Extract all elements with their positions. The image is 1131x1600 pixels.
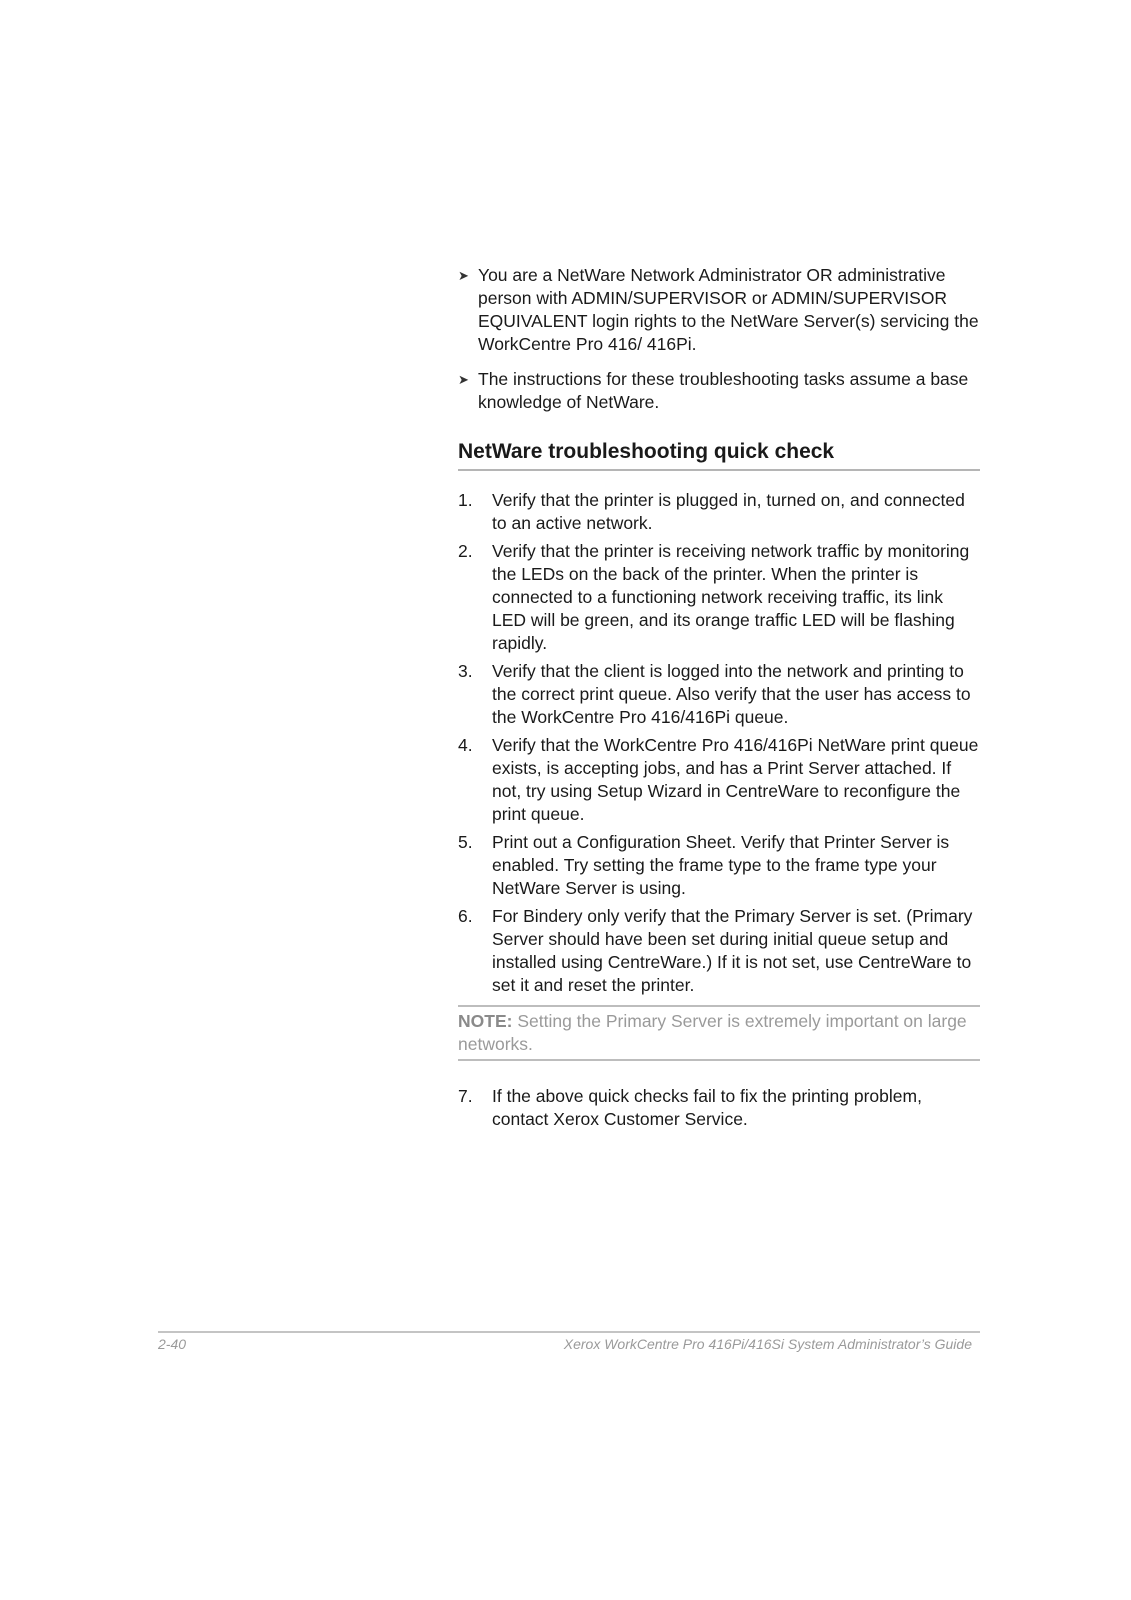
step-item [458,660,980,729]
step-item [458,734,980,826]
step-number: 6. [458,906,473,926]
bullet-item [458,368,980,414]
step-number: 2. [458,541,473,561]
page-content [458,264,980,1136]
step-text: For Bindery only verify that the Primary Server is set. (Primary Server should have been set during initial queue setup and installed using CentreWare.) If it is not set, use CentreWare to set it and reset the printer. [492,906,973,995]
step-item [458,1085,980,1131]
bullet-text: The instructions for these troubleshooting tasks assume a base knowledge of NetWare. [478,369,969,412]
document-title: Xerox WorkCentre Pro 416Pi/416Si System Administrator’s Guide [563,1336,972,1352]
quick-check-steps [458,489,980,997]
note-text: Setting the Primary Server is extremely important on large networks. [458,1011,967,1054]
arrow-bullet-icon: ➤ [458,372,469,387]
arrow-bullet-icon: ➤ [458,268,469,283]
step-text: Verify that the WorkCentre Pro 416/416Pi NetWare print queue exists, is accepting jobs, and has a Print Server attached. If not, try using Setup Wizard in CentreWare to reconfigure the print queue. [492,735,979,824]
step-item [458,831,980,900]
step-text: If the above quick checks fail to fix the printing problem, contact Xerox Customer Service. [492,1086,922,1129]
step-number: 1. [458,490,473,510]
step-text: Verify that the printer is receiving network traffic by monitoring the LEDs on the back of the printer. When the printer is connected to a functioning network receiving traffic, its link LED will be green, and its orange traffic LED will be flashing rapidly. [492,541,970,653]
page-footer [158,1331,980,1352]
step-number: 3. [458,661,473,681]
note-label: NOTE: [458,1011,513,1031]
step-item [458,905,980,997]
bullet-item [458,264,980,356]
step-text: Print out a Configuration Sheet. Verify that Printer Server is enabled. Try setting the frame type to the frame type your NetWare Server is using. [492,832,950,898]
step-number: 5. [458,832,473,852]
step-number: 7. [458,1086,473,1106]
step-text: Verify that the client is logged into the network and printing to the correct print queue. Also verify that the user has access to the WorkCentre Pro 416/416Pi queue. [492,661,971,727]
step-number: 4. [458,735,473,755]
section-title: NetWare troubleshooting quick check [458,440,980,471]
note-box [458,1005,980,1061]
page-number: 2-40 [158,1336,187,1352]
step-text: Verify that the printer is plugged in, turned on, and connected to an active network. [492,490,965,533]
quick-check-steps-continued [458,1085,980,1131]
bullet-text: You are a NetWare Network Administrator OR administrative person with ADMIN/SUPERVISOR or ADMIN/SUPERVISOR EQUIVALENT login rights to the NetWare Server(s) servicing the WorkCentre Pro 416/ 416Pi. [478,265,979,354]
step-item [458,489,980,535]
requirements-list [458,264,980,414]
step-item [458,540,980,655]
